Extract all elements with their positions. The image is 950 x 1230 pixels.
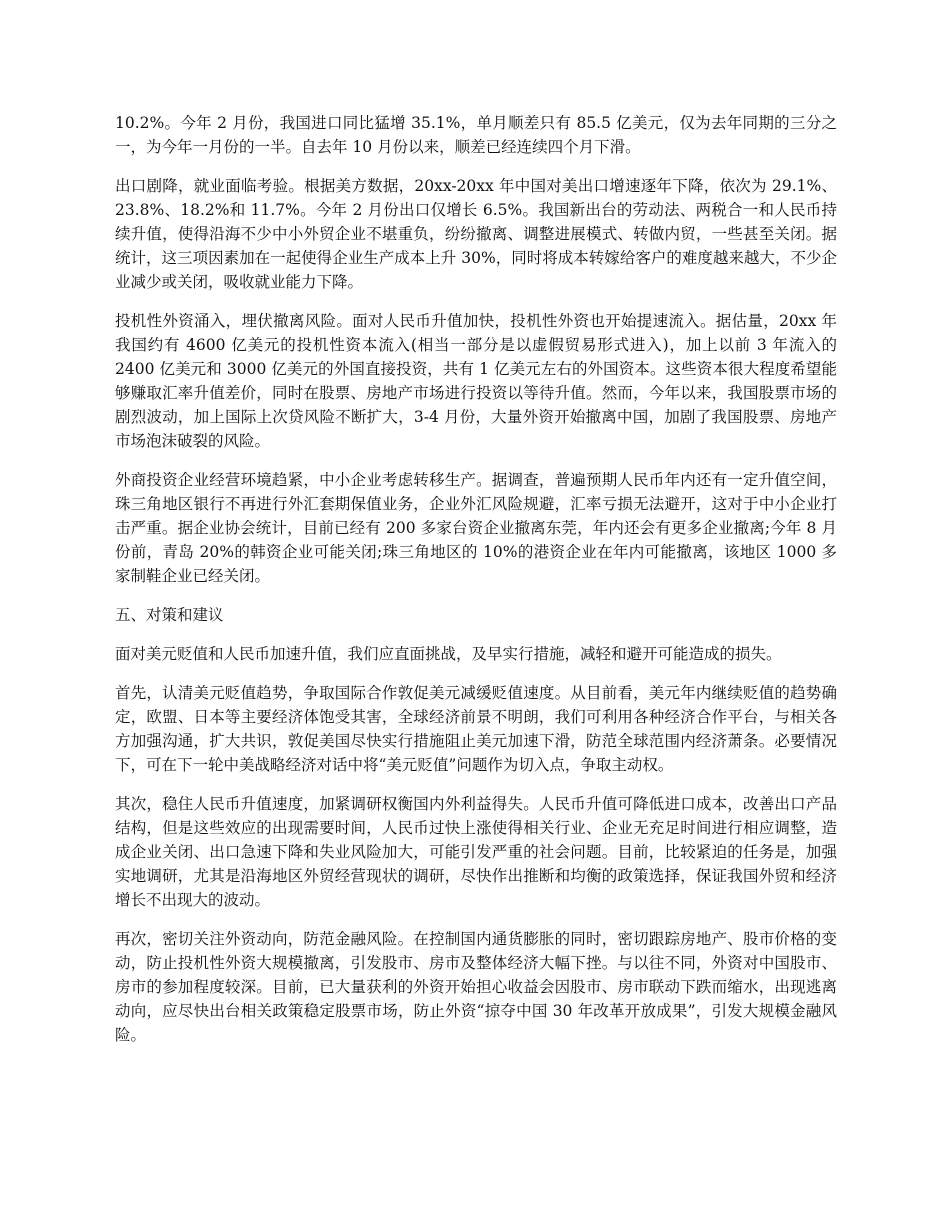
paragraph-first-measure: 首先，认清美元贬值趋势，争取国际合作敦促美元减缓贬值速度。从目前看，美元年内继续贬值的趋势确定，欧盟、日本等主要经济体饱受其害，全球经济前景不明朗，我们可利用各种经济合作平台，与相关各方加强沟通，扩大共识，敦促美国尽快实行措施阻止美元加速下滑，防范全球范围内经济萧条。必要情况下，可在下一轮中美战略经济对话中将“美元贬值”问题作为切入点，争取主动权。 xyxy=(115,684,837,774)
paragraph-intro-countermeasures: 面对美元贬值和人民币加速升值，我们应直面挑战，及早实行措施，减轻和避开可能造成的损失。 xyxy=(115,645,782,663)
paragraph-export-employment: 出口剧降，就业面临考验。根据美方数据，20xx-20xx 年中国对美出口增速逐年下降，依次为 29.1%、23.8%、18.2%和 11.7%。今年 2 月份出口仅增长 6.5%。我国新出台的劳动法、两税合一和人民币持续升值，使得沿海不少中小外贸企业不堪重负，纷纷撤离、调整进展模式、转做内贸，一些甚至关闭。据统计，这三项因素加在一起使得企业生产成本上升 30%，同时将成本转嫁给客户的难度越来越大，不少企业减少或关闭，吸收就业能力下降。 xyxy=(115,177,837,291)
document-body xyxy=(115,111,837,1062)
section-heading-countermeasures: 五、对策和建议 xyxy=(115,606,224,624)
paragraph-speculative-capital: 投机性外资涌入，埋伏撤离风险。面对人民币升值加快，投机性外资也开始提速流入。据估量，20xx 年我国约有 4600 亿美元的投机性资本流入(相当一部分是以虚假贸易形式进入)，加上以前 3 年流入的 2400 亿美元和 3000 亿美元的外国直接投资，共有 1 亿美元左右的外国资本。这些资本很大程度希望能够赚取汇率升值差价，同时在股票、房地产市场进行投资以等待升值。然而，今年以来，我国股票市场的剧烈波动，加上国际上次贷风险不断扩大，3-4 月份，大量外资开始撤离中国，加剧了我国股票、房地产市场泡沫破裂的风险。 xyxy=(115,312,837,450)
paragraph-third-measure: 再次，密切关注外资动向，防范金融风险。在控制国内通货膨胀的同时，密切跟踪房地产、股市价格的变动，防止投机性外资大规模撤离，引发股市、房市及整体经济大幅下挫。与以往不同，外资对中国股市、房市的参加程度较深。目前，已大量获利的外资开始担心收益会因股市、房市联动下跌而缩水，出现逃离动向，应尽快出台相关政策稳定股票市场，防止外资“掠夺中国 30 年改革开放成果”，引发大规模金融风险。 xyxy=(115,930,837,1044)
paragraph-second-measure: 其次，稳住人民币升值速度，加紧调研权衡国内外利益得失。人民币升值可降低进口成本，改善出口产品结构，但是这些效应的出现需要时间，人民币过快上涨使得相关行业、企业无充足时间进行相应调整，造成企业关闭、出口急速下降和失业风险加大，可能引发严重的社会问题。目前，比较紧迫的任务是，加强实地调研，尤其是沿海地区外贸经营现状的调研，尽快作出推断和均衡的政策选择，保证我国外贸和经济增长不出现大的波动。 xyxy=(115,795,837,909)
paragraph-trade-surplus: 10.2%。今年 2 月份，我国进口同比猛增 35.1%，单月顺差只有 85.5 亿美元，仅为去年同期的三分之一，为今年一月份的一半。自去年 10 月份以来，顺差已经连续四个月下滑。 xyxy=(115,114,837,156)
paragraph-foreign-enterprises: 外商投资企业经营环境趋紧，中小企业考虑转移生产。据调查，普遍预期人民币年内还有一定升值空间，珠三角地区银行不再进行外汇套期保值业务，企业外汇风险规避，汇率亏损无法避开，这对于中小企业打击严重。据企业协会统计，目前已经有 200 多家台资企业撤离东莞，年内还会有更多企业撤离;今年 8 月份前，青岛 20%的韩资企业可能关闭;珠三角地区的 10%的港资企业在年内可能撤离，该地区 1000 多家制鞋企业已经关闭。 xyxy=(115,471,837,585)
